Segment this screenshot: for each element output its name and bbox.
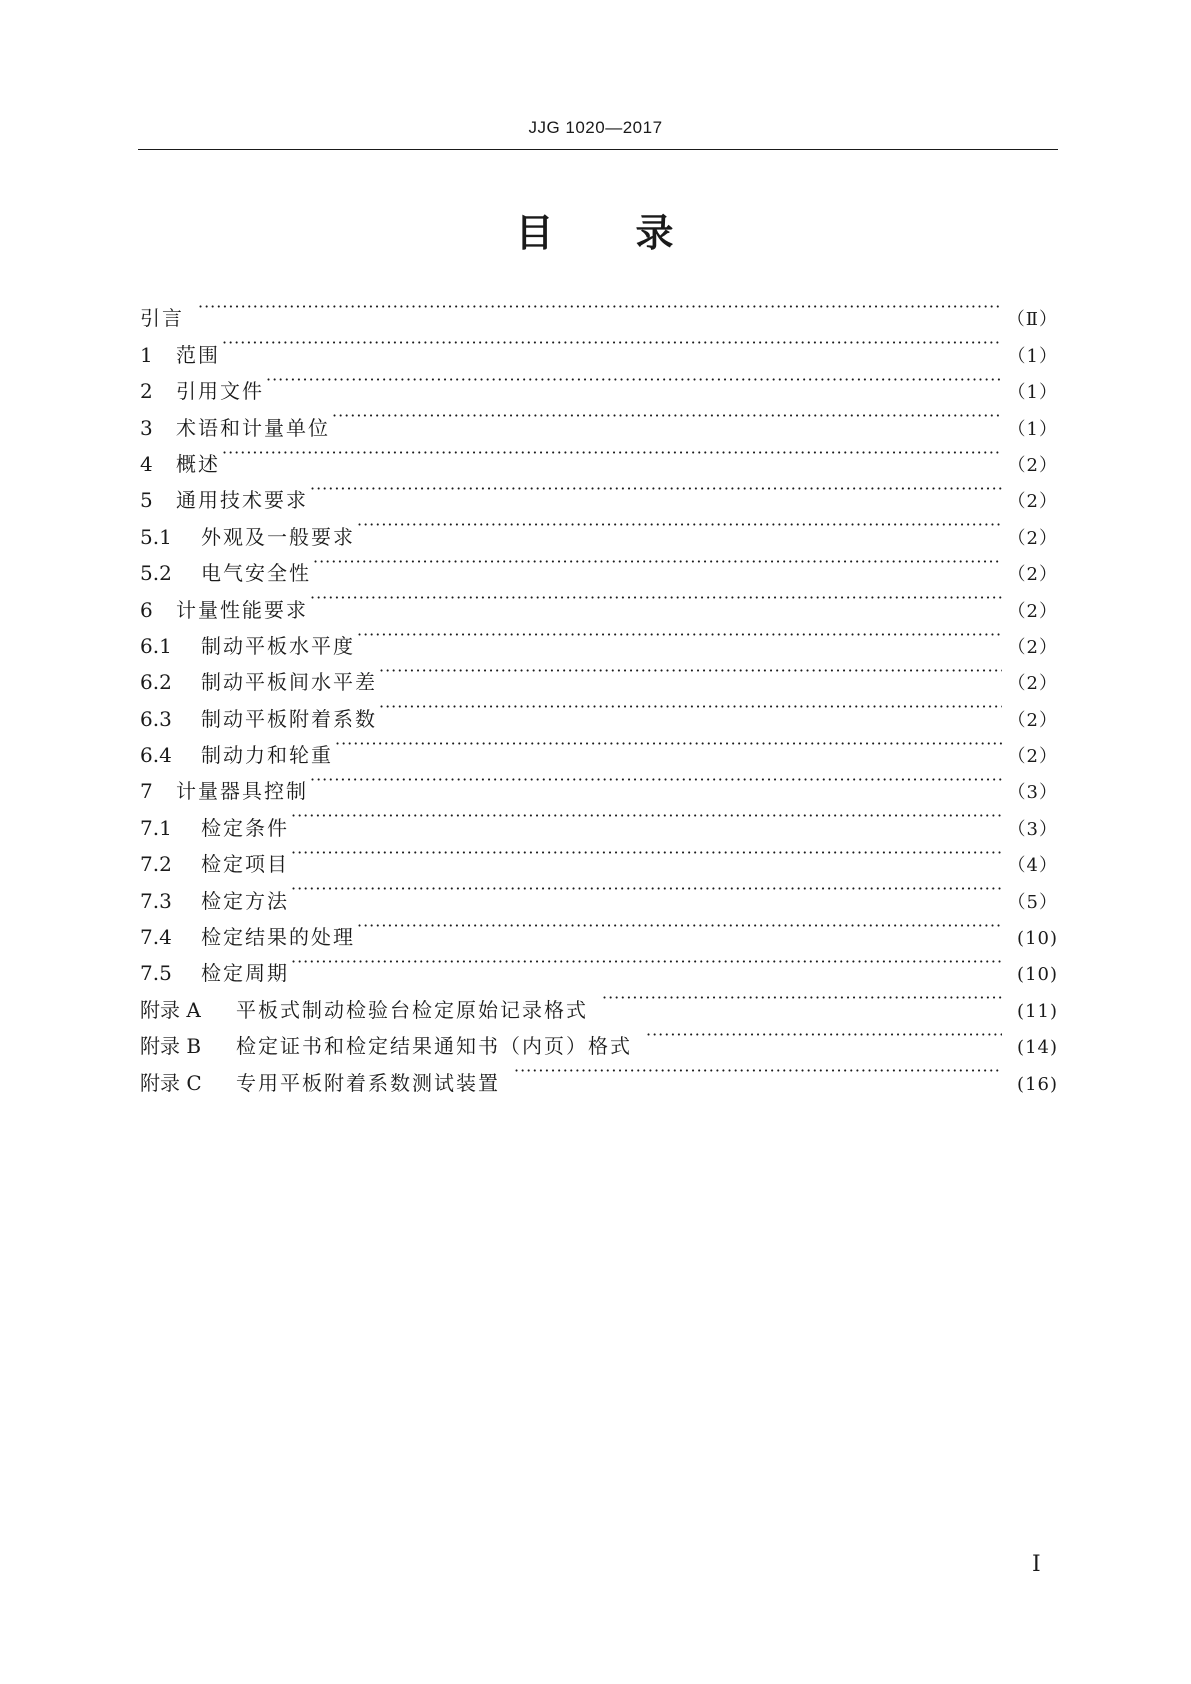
toc-entry-page: （4） [1007, 855, 1058, 877]
toc-entry-page: （2） [1007, 709, 1058, 731]
toc-entry-number: 1 [140, 342, 153, 367]
toc-entry-text: 制动平板附着系数 [201, 706, 377, 731]
toc-dot-leader [646, 1017, 1002, 1053]
toc-entry-text: 检定项目 [201, 852, 289, 877]
toc-dot-leader [291, 871, 1002, 907]
toc-entry-number: 5 [140, 488, 153, 513]
toc-entry-text: 计量性能要求 [176, 597, 308, 622]
toc-entry-number: 附录 B [140, 1034, 202, 1059]
toc-entry-text: 术语和计量单位 [176, 415, 330, 440]
toc-entry-number: 6 [140, 597, 153, 622]
toc-entry-page: （3） [1007, 818, 1058, 840]
toc-entry-text: 检定证书和检定结果通知书（内页）格式 [236, 1034, 632, 1059]
toc-entry-text: 平板式制动检验台检定原始记录格式 [236, 997, 588, 1022]
toc-entry-page: (14) [1017, 1037, 1058, 1059]
toc-dot-leader [379, 653, 1002, 689]
toc-dot-leader [291, 835, 1002, 871]
toc-entry-1[interactable] [140, 325, 1058, 367]
toc-entry-page: (10) [1017, 964, 1058, 986]
toc-dot-leader [379, 689, 1002, 725]
toc-entry-text: 检定条件 [201, 815, 289, 840]
toc-entry-text: 专用平板附着系数测试装置 [236, 1070, 500, 1095]
toc-entry-page: （2） [1007, 491, 1058, 513]
toc-entry-3[interactable] [140, 398, 1058, 440]
toc-entry-5[interactable] [140, 471, 1058, 513]
toc-dot-leader [310, 762, 1002, 798]
toc-entry-number: 7.4 [140, 925, 172, 950]
toc-entry-number: 7 [140, 779, 153, 804]
toc-dot-leader [514, 1053, 1002, 1089]
toc-entry-page: （2） [1007, 636, 1058, 658]
toc-dot-leader [291, 944, 1002, 980]
toc-dot-leader [222, 435, 1002, 471]
toc-entry-text: 外观及一般要求 [201, 524, 355, 549]
toc-dot-leader [291, 798, 1002, 834]
toc-dot-leader [357, 617, 1002, 653]
toc-dot-leader [335, 726, 1002, 762]
page-number: Ⅰ [1032, 1552, 1041, 1577]
toc-dot-leader [332, 398, 1002, 434]
running-header: JJG 1020—2017 [528, 118, 663, 137]
toc-entry-number: 6.4 [140, 743, 172, 768]
toc-entry-number: 6.2 [140, 670, 172, 695]
toc-entry-text: 通用技术要求 [176, 488, 308, 513]
toc-entry-text: 电气安全性 [201, 561, 311, 586]
toc-dot-leader [357, 507, 1002, 543]
toc-entry-number: 附录 A [140, 997, 201, 1022]
toc-entry-page: (11) [1017, 1000, 1058, 1022]
toc-entry-text: 计量器具控制 [176, 779, 308, 804]
toc-entry-number: 附录 C [140, 1070, 202, 1095]
toc-dot-leader [357, 908, 1002, 944]
toc-dot-leader [602, 980, 1002, 1016]
toc-dot-leader [310, 471, 1002, 507]
toc-entry-text: 制动平板间水平差 [201, 670, 377, 695]
toc-dot-leader [310, 580, 1002, 616]
toc-entry-number: 5.1 [140, 524, 172, 549]
toc-entry-page: （2） [1007, 527, 1058, 549]
toc-entry-number: 7.1 [140, 815, 172, 840]
toc-entry-page: （2） [1007, 600, 1058, 622]
toc-entry-page: (16) [1017, 1073, 1058, 1095]
toc-dot-leader [266, 362, 1002, 398]
toc-entry-number: 5.2 [140, 561, 172, 586]
toc-entry-page: (10) [1017, 928, 1058, 950]
toc-entry-intro[interactable] [140, 289, 1058, 331]
toc-entry-page: （3） [1007, 782, 1058, 804]
header-rule [138, 149, 1058, 150]
page-title: 目 录 [515, 211, 676, 255]
table-of-contents [140, 289, 1058, 1095]
toc-dot-leader [313, 544, 1002, 580]
toc-entry-number: 3 [140, 415, 153, 440]
toc-entry-number: 7.3 [140, 888, 172, 913]
toc-entry-page: （Ⅱ） [1006, 309, 1058, 331]
toc-entry-page: （2） [1007, 746, 1058, 768]
toc-dot-leader [222, 325, 1002, 361]
toc-entry-text: 制动平板水平度 [201, 633, 355, 658]
toc-entry-text: 范围 [176, 342, 220, 367]
toc-entry-number: 7.2 [140, 852, 172, 877]
toc-entry-number: 6.1 [140, 633, 172, 658]
toc-entry-number: 7.5 [140, 961, 172, 986]
toc-entry-text: 检定结果的处理 [201, 925, 355, 950]
toc-entry-2[interactable] [140, 362, 1058, 404]
toc-entry-page: （5） [1007, 891, 1058, 913]
toc-entry-page: （2） [1007, 454, 1058, 476]
toc-entry-page: （1） [1007, 382, 1058, 404]
toc-dot-leader [198, 289, 1002, 325]
toc-entry-page: （2） [1007, 564, 1058, 586]
toc-entry-text: 概述 [176, 451, 220, 476]
toc-entry-number: 6.3 [140, 706, 172, 731]
toc-entry-4[interactable] [140, 435, 1058, 476]
toc-entry-text: 制动力和轮重 [201, 743, 333, 768]
toc-entry-page: （2） [1007, 673, 1058, 695]
toc-entry-text: 检定周期 [201, 961, 289, 986]
toc-entry-page: （1） [1007, 418, 1058, 440]
toc-entry-text: 引用文件 [176, 379, 264, 404]
toc-entry-text: 检定方法 [201, 888, 289, 913]
toc-entry-page: （1） [1007, 345, 1058, 367]
toc-entry-number: 2 [140, 379, 153, 404]
toc-entry-text: 引言 [140, 306, 184, 331]
toc-entry-number: 4 [140, 451, 153, 476]
